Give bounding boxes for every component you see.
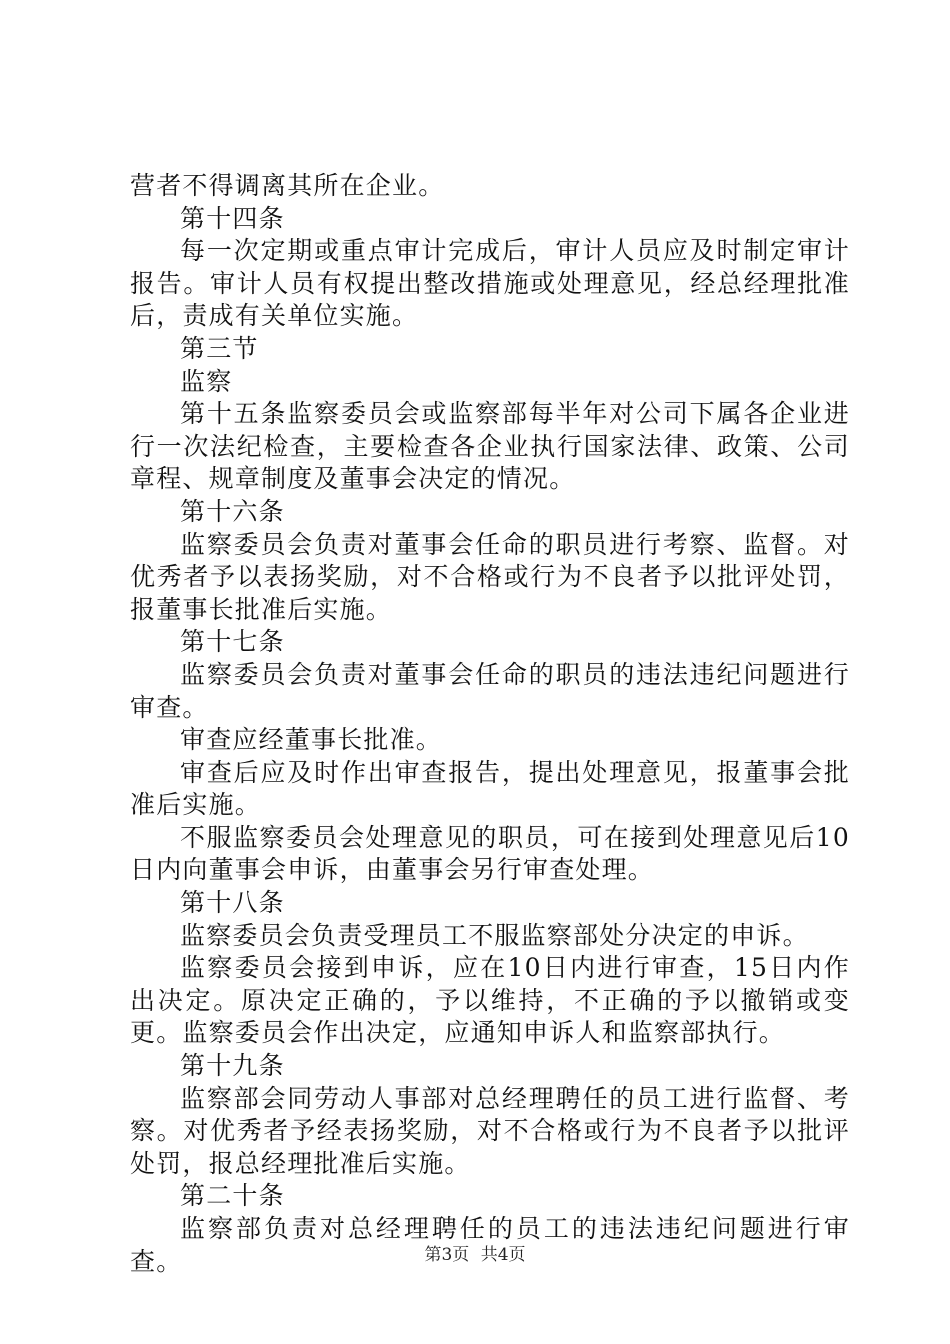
article-17-text-2: 审查应经董事长批准。 xyxy=(180,725,443,755)
document-body xyxy=(130,170,850,1278)
article-19-text: 监察部会同劳动人事部对总经理聘任的员工进行监督、考察。对优秀者予经表扬奖励，对不合格或行为不良者予以批评处罚，报总经理批准后实施。 xyxy=(130,1083,850,1178)
article-16-text: 监察委员会负责对董事会任命的职员进行考察、监督。对优秀者予以表扬奖励，对不合格或行为不良者予以批评处罚，报董事长批准后实施。 xyxy=(130,529,850,624)
article-16-heading: 第十六条 xyxy=(180,496,285,526)
article-17-text-1: 监察委员会负责对董事会任命的职员的违法违纪问题进行审查。 xyxy=(130,659,850,722)
article-18-text-2: 监察委员会接到申诉，应在10日内进行审查，15日内作出决定。原决定正确的，予以维持，不正确的予以撤销或变更。监察委员会作出决定，应通知申诉人和监察部执行。 xyxy=(130,953,850,1048)
article-17-heading: 第十七条 xyxy=(180,627,285,657)
article-18-heading: 第十八条 xyxy=(180,888,285,918)
paragraph-continuation: 营者不得调离其所在企业。 xyxy=(130,171,445,200)
section-3-heading: 第三节 xyxy=(180,333,259,363)
article-20-heading: 第二十条 xyxy=(180,1181,285,1211)
article-20-text: 监察部负责对总经理聘任的员工的违法违纪问题进行审查。 xyxy=(130,1214,850,1276)
article-18-text-1: 监察委员会负责受理员工不服监察部处分决定的申诉。 xyxy=(180,920,809,950)
page-footer xyxy=(0,1244,950,1266)
article-14-text: 每一次定期或重点审计完成后，审计人员应及时制定审计报告。审计人员有权提出整改措施或处理意见，经总经理批准后，责成有关单位实施。 xyxy=(130,236,850,331)
article-17-text-3: 审查后应及时作出审查报告，提出处理意见，报董事会批准后实施。 xyxy=(130,757,850,820)
section-title-supervision: 监察 xyxy=(180,366,233,396)
article-19-heading: 第十九条 xyxy=(180,1051,285,1081)
article-14-heading: 第十四条 xyxy=(180,203,285,233)
article-17-text-4: 不服监察委员会处理意见的职员，可在接到处理意见后10日内向董事会申诉，由董事会另行审查处理。 xyxy=(130,822,850,885)
page-total: 共4页 xyxy=(480,1245,526,1265)
article-15-text: 第十五条监察委员会或监察部每半年对公司下属各企业进行一次法纪检查，主要检查各企业执行国家法律、政策、公司章程、规章制度及董事会决定的情况。 xyxy=(130,399,850,494)
page-number: 第3页 xyxy=(424,1245,470,1265)
